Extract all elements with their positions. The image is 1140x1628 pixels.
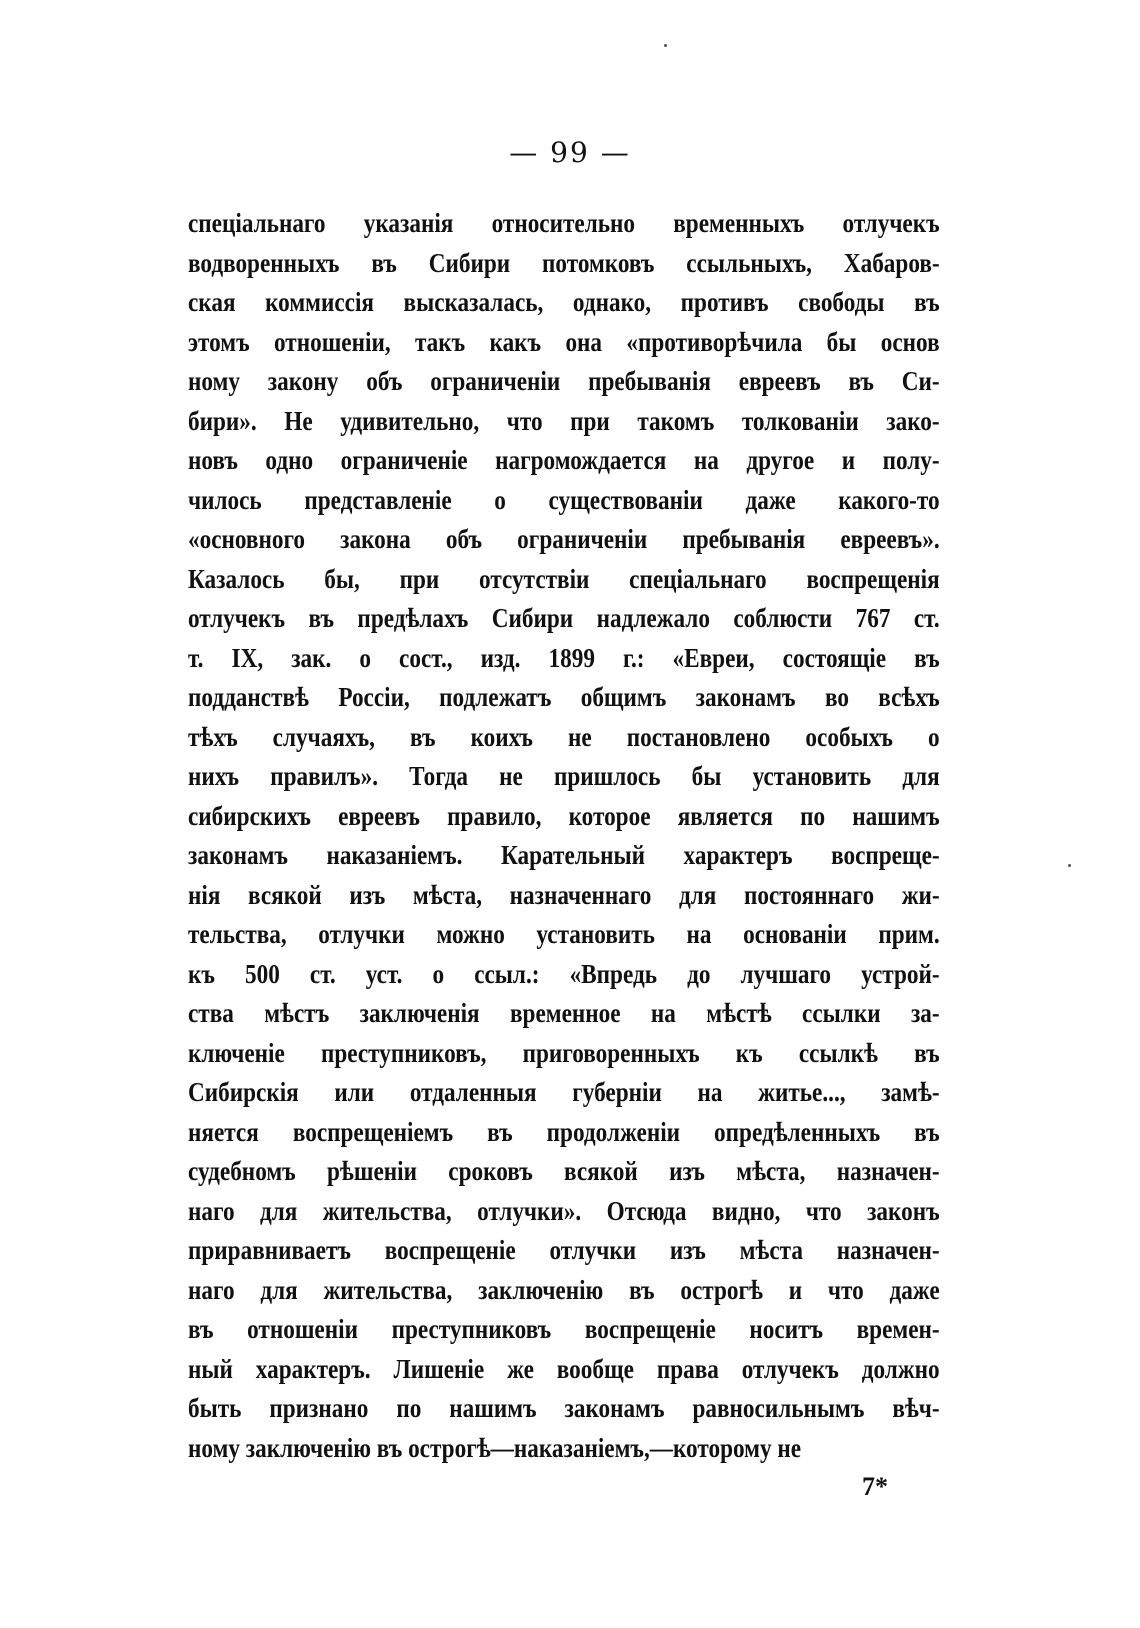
text-line: ства мѣстъ заключенія временное на мѣстѣ ссылки за-	[188, 998, 940, 1028]
text-line: судебномъ рѣшеніи сроковъ всякой изъ мѣста, назначен-	[188, 1156, 940, 1186]
text-line: нія всякой изъ мѣста, назначеннаго для постояннаго жи-	[188, 879, 940, 910]
page-number: — 99 —	[509, 136, 631, 169]
text-line: ному заключенію въ острогѣ—наказаніемъ,—которому не	[188, 1432, 802, 1463]
text-line: наго для жительства, заключенію въ острогѣ и что даже	[188, 1274, 940, 1305]
text-line: ключеніе преступниковъ, приговоренныхъ къ ссылкѣ въ	[188, 1037, 940, 1068]
text-line: ская коммиссія высказалась, однако, противъ свободы въ	[188, 287, 940, 317]
text-line: бири». Не удивительно, что при такомъ толкованіи зако-	[188, 405, 940, 436]
text-line: къ 500 ст. уст. о ссыл.: «Впредь до лучшаго устрой-	[188, 958, 940, 989]
text-line: ный характеръ. Лишеніе же вообще права отлучекъ должно	[188, 1353, 940, 1384]
paper-speck	[664, 44, 667, 47]
text-line: Сибирскія или отдаленныя губерніи на житье..., замѣ-	[188, 1077, 940, 1107]
text-line: сибирскихъ евреевъ правило, которое является по нашимъ	[188, 800, 940, 831]
text-line: этомъ отношеніи, такъ какъ она «противорѣчила бы основ	[188, 326, 940, 357]
text-line: Казалось бы, при отсутствіи спеціальнаго воспрещенія	[188, 563, 940, 594]
text-line: няется воспрещеніемъ въ продолженіи опредѣленныхъ въ	[188, 1116, 940, 1147]
text-line: новъ одно ограниченіе нагромождается на другое и полу-	[188, 445, 940, 475]
text-line: т. IX, зак. о сост., изд. 1899 г.: «Евреи, состоящіе въ	[188, 642, 940, 673]
signature-mark: 7*	[862, 1472, 888, 1501]
text-line: нихъ правилъ». Тогда не пришлось бы установить для	[188, 761, 940, 791]
text-line: законамъ наказаніемъ. Карательный характеръ воспреще-	[188, 840, 940, 870]
text-line: приравниваетъ воспрещеніе отлучки изъ мѣста назначен-	[188, 1235, 940, 1265]
text-line: наго для жительства, отлучки». Отсюда видно, что законъ	[188, 1195, 940, 1226]
text-line: въ отношеніи преступниковъ воспрещеніе носитъ времен-	[188, 1314, 940, 1344]
text-line: быть признано по нашимъ законамъ равносильнымъ вѣч-	[188, 1393, 940, 1423]
paper-speck	[1068, 864, 1071, 867]
text-line: «основного закона объ ограниченіи пребыванія евреевъ».	[188, 524, 940, 554]
text-line: ному закону объ ограниченіи пребыванія евреевъ въ Си-	[188, 366, 940, 396]
text-line: спеціальнаго указанія относительно временныхъ отлучекъ	[188, 208, 940, 238]
text-line: отлучекъ въ предѣлахъ Сибири надлежало соблюсти 767 ст.	[188, 603, 940, 633]
text-line: тельства, отлучки можно установить на основаніи прим.	[188, 919, 940, 949]
text-line: водворенныхъ въ Сибири потомковъ ссыльныхъ, Хабаров-	[188, 247, 940, 278]
text-line: тѣхъ случаяхъ, въ коихъ не постановлено особыхъ о	[188, 721, 940, 752]
body-text	[188, 204, 940, 1468]
text-line: чилось представленіе о существованіи даже какого-то	[188, 484, 940, 515]
text-line: подданствѣ Россіи, подлежатъ общимъ законамъ во всѣхъ	[188, 682, 940, 712]
